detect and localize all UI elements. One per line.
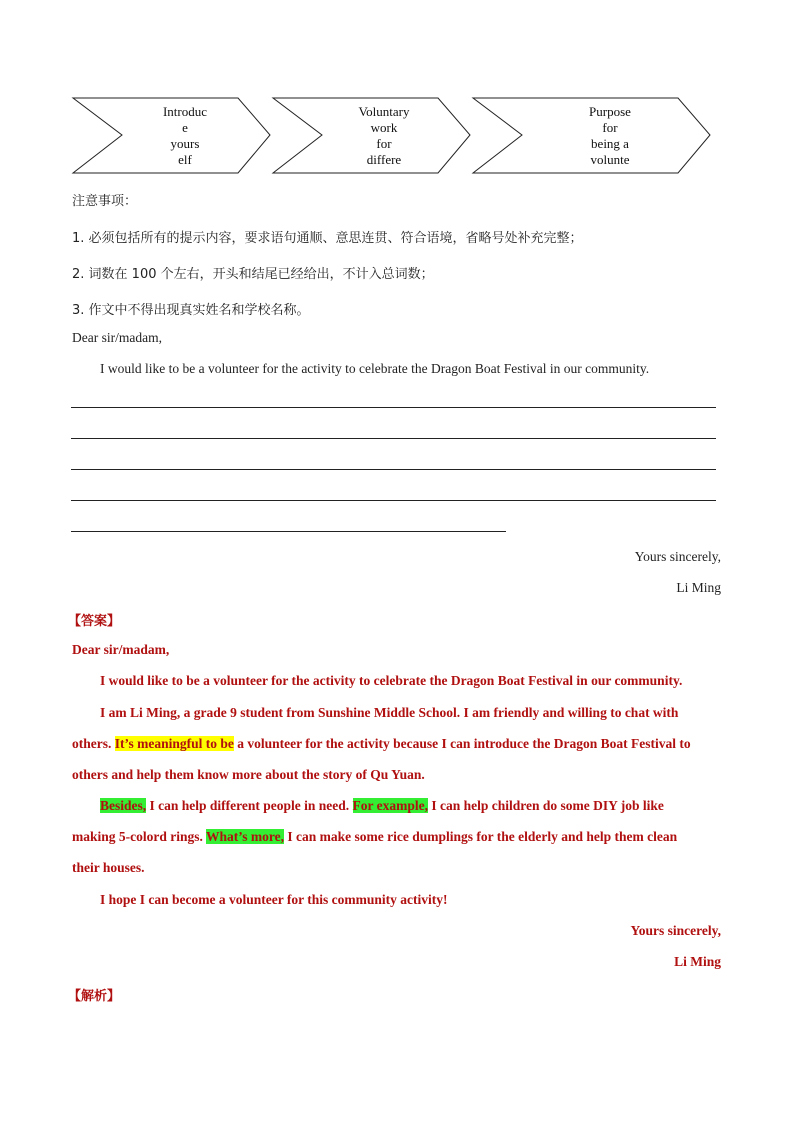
answer-p2-text-b: a volunteer for the activity because I can introduce the Dragon Boat Festival to — [237, 736, 691, 751]
writing-line-3 — [71, 469, 716, 470]
arrow-2-line-2: work — [370, 120, 398, 135]
answer-p3-text-d: I can make some rice dumplings for the elderly and help them clean — [287, 829, 678, 844]
answer-p3-line-1 — [100, 798, 664, 814]
arrow-2-line-4: differe — [366, 152, 402, 167]
answer-p2-line-3: others and help them know more about the story of Qu Yuan. — [72, 767, 425, 782]
answer-p3-line-3: their houses. — [72, 860, 145, 875]
arrow-label-1 — [150, 104, 220, 168]
letter-signature: Li Ming — [676, 580, 721, 595]
writing-line-2 — [71, 438, 716, 439]
note-item-1: 1. 必须包括所有的提示内容，要求语句通顺、意思连贯、符合语境，省略号处补充完整； — [72, 231, 583, 246]
answer-p3-text-b: I can help children do some DIY job like — [431, 798, 664, 813]
arrow-1-line-3: yours — [170, 136, 200, 151]
arrow-2-line-3: for — [376, 136, 392, 151]
writing-line-4 — [71, 500, 716, 501]
notes-heading: 注意事项： — [72, 194, 138, 209]
answer-closing: Yours sincerely, — [630, 923, 721, 938]
answer-p3-text-a: I can help different people in need. — [149, 798, 350, 813]
arrow-3-line-4: volunte — [590, 152, 630, 167]
answer-p2-line-1: I am Li Ming, a grade 9 student from Sunshine Middle School. I am friendly and willing to chat with — [100, 705, 679, 720]
note-item-2: 2. 词数在 100 个左右，开头和结尾已经给出，不计入总词数； — [72, 267, 434, 282]
arrow-1-line-1: Introduc — [162, 104, 208, 119]
arrow-label-3 — [572, 104, 648, 168]
arrow-3-line-1: Purpose — [589, 104, 631, 119]
answer-paragraph-1: I would like to be a volunteer for the activity to celebrate the Dragon Boat Festival in our community. — [100, 673, 683, 688]
highlight-whats-more: What’s more, — [206, 829, 285, 844]
arrow-label-2 — [347, 104, 421, 168]
note-item-3: 3. 作文中不得出现真实姓名和学校名称。 — [72, 303, 310, 318]
answer-greeting: Dear sir/madam, — [72, 642, 170, 657]
arrow-1-line-4: elf — [178, 152, 192, 167]
answer-paragraph-4: I hope I can become a volunteer for this community activity! — [100, 892, 448, 907]
answer-signature: Li Ming — [674, 954, 721, 969]
analysis-tag: 【解析】 — [68, 989, 121, 1004]
answer-p2-text-a: others. — [72, 736, 112, 751]
letter-opening: I would like to be a volunteer for the activity to celebrate the Dragon Boat Festival in our community. — [100, 361, 650, 376]
arrow-3-line-3: being a — [591, 136, 629, 151]
highlight-besides: Besides, — [100, 798, 147, 813]
answer-tag: 【答案】 — [68, 614, 121, 629]
answer-p3-line-2 — [72, 829, 677, 845]
letter-greeting: Dear sir/madam, — [72, 330, 162, 345]
writing-line-5 — [71, 531, 506, 532]
arrow-3-line-2: for — [602, 120, 618, 135]
writing-line-1 — [71, 407, 716, 408]
answer-p3-text-c: making 5-colord rings. — [72, 829, 203, 844]
arrow-2-line-1: Voluntary — [358, 104, 410, 119]
arrow-1-line-2: e — [182, 120, 188, 135]
highlight-for-example: For example, — [352, 798, 429, 813]
highlight-phrase-meaningful: It’s meaningful to be — [114, 736, 234, 751]
answer-p2-line-2 — [72, 736, 691, 752]
letter-closing: Yours sincerely, — [634, 549, 721, 564]
